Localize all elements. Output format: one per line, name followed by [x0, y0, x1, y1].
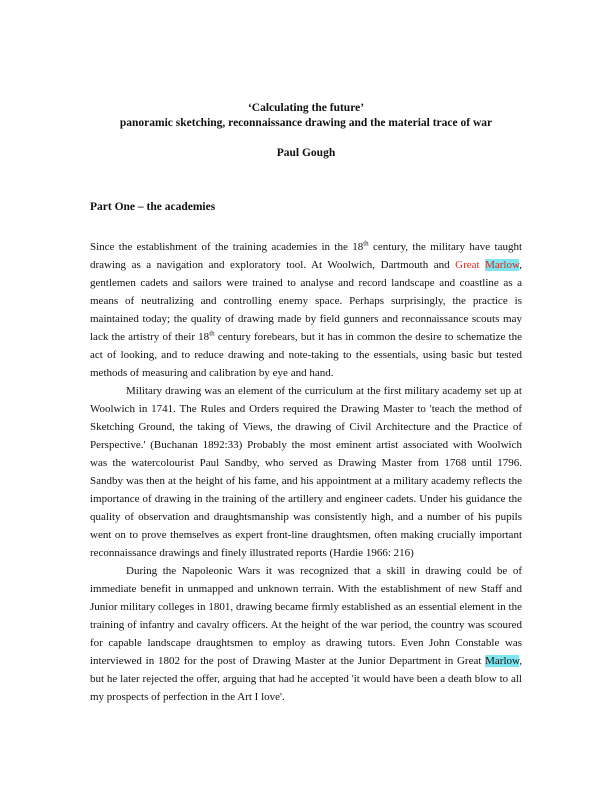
p3-line-7: but he later rejected the offer, arguing that had he accepted 'it would have been a death blow to all: [90, 673, 522, 685]
p1-line-1: Since the establishment of the training academies in the 18th century, the military have taught: [90, 239, 523, 253]
p1-line-5: maintained today; the quality of drawing made by field gunners and reconnaissance scouts may: [90, 313, 522, 325]
p2-line-8: quality of observation and draughtsmanship was consistently high, and a number of his pupils: [90, 511, 522, 523]
p1-line-4: means of neutralizing and controlling enemy space. Perhaps surprisingly, the practice is: [90, 295, 522, 307]
author: Paul Gough: [276, 147, 336, 159]
title-line-1: ‘Calculating the future’: [247, 102, 365, 114]
p3-line-4: training of infantry and cavalry officers. At the height of the war period, the country was scoured: [90, 619, 522, 631]
section-heading: Part One – the academies: [90, 201, 216, 213]
p2-line-10: reconnaissance drawings and finely illustrated reports (Hardie 1966: 216): [90, 547, 414, 559]
p1-line-7: act of looking, and to reduce drawing and note-taking to the essentials, using basic but tested: [90, 349, 522, 361]
title-line-2: panoramic sketching, reconnaissance drawing and the material trace of war: [119, 117, 493, 129]
p1-line-8: methods of measuring and calibration by eye and hand.: [90, 367, 334, 379]
p2-line-9: went on to prove themselves as expert front-line draughtsmen, often making crucially important: [90, 529, 522, 541]
p2-line-5: was the watercolourist Paul Sandby, who served as Drawing Master from 1768 until 1796.: [90, 457, 522, 469]
place-name-red: Great: [455, 259, 486, 271]
highlight-marlow: Marlow: [485, 259, 520, 271]
p2-line-6: Sandby was then at the height of his fame, and his appointment at a military academy reflects the: [90, 475, 522, 487]
p2-line-1: Military drawing was an element of the curriculum at the first military academy set up at: [126, 385, 522, 397]
highlight-marlow-2: Marlow: [485, 655, 520, 667]
p3-line-6: interviewed in 1802 for the post of Drawing Master at the Junior Department in Great Marlow,: [90, 655, 522, 667]
p1-line-2: drawing as a navigation and exploratory tool. At Woolwich, Dartmouth and Great Marlow,: [90, 259, 522, 271]
p3-line-3: Junior military colleges in 1801, drawing became firmly established as an essential element in the: [90, 601, 522, 613]
p1-line-3: gentlemen cadets and sailors were trained to analyse and record landscape and coastline as a: [90, 277, 522, 289]
p3-line-1: During the Napoleonic Wars it was recognized that a skill in drawing could be of: [126, 565, 522, 577]
p3-line-8: my prospects of perfection in the Art I love'.: [90, 691, 285, 703]
p2-line-4: Perspective.' (Buchanan 1892:33) Probably the most eminent artist associated with Woolwich: [90, 439, 522, 451]
p2-line-3: Sketching Ground, the taking of Views, the drawing of Civil Architecture and the Practice of: [90, 421, 522, 433]
p3-line-5: for capable landscape draughtsmen to employ as drawing tutors. Even John Constable was: [90, 637, 522, 649]
p2-line-7: importance of drawing in the training of the artillery and engineer cadets. Under his guidance the: [90, 493, 522, 505]
p1-line-6: lack the artistry of their 18th century forebears, but it has in common the desire to schematize the: [90, 329, 522, 343]
p2-line-2: Woolwich in 1741. The Rules and Orders required the Drawing Master to 'teach the method of: [90, 403, 522, 415]
p3-line-2: immediate benefit in unmapped and unknown terrain. With the establishment of new Staff and: [90, 583, 522, 595]
